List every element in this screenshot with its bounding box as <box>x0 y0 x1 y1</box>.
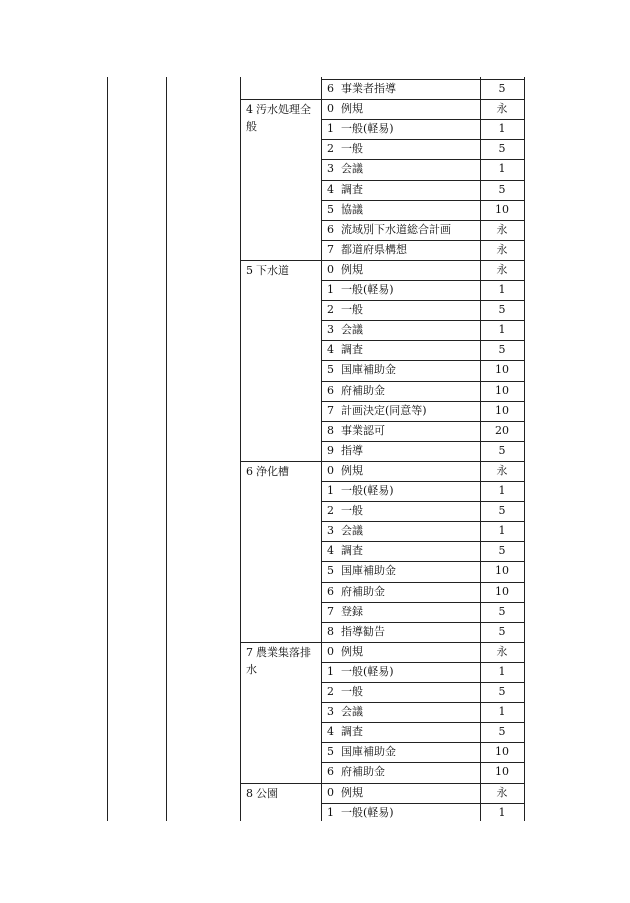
retention-period: 1 <box>498 524 506 538</box>
item-name: 計画決定(同意等) <box>341 403 427 417</box>
item-name: 都道府県構想 <box>341 242 407 256</box>
table-row <box>327 806 394 820</box>
section-number: 6 <box>246 464 253 478</box>
table-row <box>327 183 363 197</box>
item-number: 4 <box>327 182 334 196</box>
table-row-rule <box>321 682 524 683</box>
item-name: 一般 <box>341 504 363 518</box>
retention-period: 5 <box>498 544 506 558</box>
item-number: 1 <box>327 283 334 296</box>
table-row-rule <box>240 99 524 100</box>
item-number: 6 <box>327 82 334 95</box>
table-row <box>327 645 363 659</box>
table-row-rule <box>321 501 524 502</box>
table-row <box>327 424 385 438</box>
table-row <box>327 363 396 377</box>
table-row-rule <box>321 481 524 482</box>
retention-period: 5 <box>498 504 506 518</box>
item-number: 8 <box>327 624 334 638</box>
section-name: 下水道 <box>256 263 289 277</box>
retention-period: 1 <box>498 323 506 337</box>
item-name: 府補助金 <box>341 765 385 779</box>
item-number: 2 <box>327 303 334 317</box>
retention-period: 5 <box>498 182 506 196</box>
table-row <box>327 605 363 619</box>
table-row <box>327 122 394 136</box>
table-row <box>327 685 363 699</box>
item-name: 調査 <box>341 343 363 357</box>
retention-period: 20 <box>495 423 509 437</box>
section-label <box>246 101 318 135</box>
item-name: 例規 <box>341 644 363 658</box>
table-row <box>327 625 385 639</box>
item-number: 2 <box>327 504 334 518</box>
item-number: 2 <box>327 685 334 698</box>
item-number: 4 <box>327 544 334 558</box>
item-name: 調査 <box>341 182 363 196</box>
item-name: 事業認可 <box>341 423 385 437</box>
item-number: 6 <box>327 765 334 779</box>
table-row <box>327 404 427 418</box>
table-row-rule <box>321 360 524 361</box>
item-number: 5 <box>327 745 334 759</box>
item-name: 協議 <box>341 202 363 216</box>
item-number: 1 <box>327 122 334 136</box>
table-row-rule <box>321 742 524 743</box>
table-row-rule <box>321 220 524 221</box>
retention-period: 1 <box>498 283 506 296</box>
item-number: 6 <box>327 584 334 598</box>
section-label <box>246 463 318 480</box>
item-name: 一般 <box>341 142 363 156</box>
retention-period: 1 <box>498 484 506 497</box>
retention-period: 永 <box>496 102 508 116</box>
retention-period: 10 <box>495 564 509 578</box>
table-row <box>327 464 363 478</box>
item-number: 7 <box>327 242 334 256</box>
retention-period: 1 <box>498 162 506 176</box>
section-number: 7 <box>246 645 253 659</box>
table-row-rule <box>321 561 524 562</box>
item-number: 0 <box>327 644 334 658</box>
table-row <box>327 544 363 558</box>
table-row <box>327 82 396 96</box>
table-row-rule <box>321 340 524 341</box>
item-name: 流域別下水道総合計画 <box>341 222 451 236</box>
item-number: 7 <box>327 403 334 417</box>
table-row-rule <box>321 722 524 723</box>
item-name: 国庫補助金 <box>341 363 396 377</box>
item-name: 会議 <box>341 162 363 176</box>
table-row-rule <box>240 260 524 261</box>
section-number: 5 <box>246 263 253 277</box>
item-name: 会議 <box>341 705 363 719</box>
table-row <box>327 585 385 599</box>
item-number: 1 <box>327 484 334 497</box>
item-name: 調査 <box>341 725 363 739</box>
table-row <box>327 243 407 257</box>
table-row-rule <box>321 119 524 120</box>
table-row <box>327 142 363 156</box>
table-row-rule <box>321 381 524 382</box>
item-name: 例規 <box>341 463 363 477</box>
table-row-rule <box>321 320 524 321</box>
item-number: 4 <box>327 343 334 357</box>
retention-period: 永 <box>496 242 508 256</box>
item-name: 調査 <box>341 544 363 558</box>
table-row-rule <box>321 79 524 80</box>
table-row-rule <box>321 401 524 402</box>
table-column-rule <box>321 77 322 821</box>
section-name: 浄化槽 <box>256 464 289 478</box>
item-number: 8 <box>327 423 334 437</box>
table-row-rule <box>321 200 524 201</box>
retention-period: 5 <box>498 142 506 156</box>
retention-period: 5 <box>498 443 506 457</box>
item-name: 事業者指導 <box>341 82 396 95</box>
item-name: 一般(軽易) <box>341 122 394 136</box>
retention-period: 10 <box>495 403 509 417</box>
table-row <box>327 484 394 498</box>
item-name: 国庫補助金 <box>341 564 396 578</box>
table-row <box>327 444 363 458</box>
table-row <box>327 786 363 800</box>
retention-period: 10 <box>495 202 509 216</box>
table-row <box>327 323 363 337</box>
table-row <box>327 223 451 237</box>
item-number: 3 <box>327 705 334 719</box>
item-number: 3 <box>327 524 334 538</box>
retention-period: 5 <box>498 82 506 95</box>
retention-period: 永 <box>496 222 508 236</box>
retention-period: 5 <box>498 303 506 317</box>
section-label <box>246 262 318 279</box>
retention-period: 10 <box>495 363 509 377</box>
table-row <box>327 303 363 317</box>
table-row <box>327 263 363 277</box>
section-name: 公園 <box>256 786 278 800</box>
retention-period: 5 <box>498 725 506 739</box>
item-name: 府補助金 <box>341 383 385 397</box>
item-number: 0 <box>327 102 334 116</box>
item-number: 3 <box>327 162 334 176</box>
item-name: 一般(軽易) <box>341 664 394 678</box>
item-name: 指導 <box>341 443 363 457</box>
table-column-rule <box>240 77 241 821</box>
item-name: 一般(軽易) <box>341 283 394 296</box>
item-number: 5 <box>327 564 334 578</box>
table-row-rule <box>321 421 524 422</box>
table-column-rule <box>524 77 525 821</box>
retention-period: 永 <box>496 463 508 477</box>
item-number: 0 <box>327 785 334 799</box>
table-row <box>327 665 394 679</box>
retention-period: 10 <box>495 745 509 759</box>
item-number: 4 <box>327 725 334 739</box>
table-row-rule <box>321 139 524 140</box>
retention-period: 永 <box>496 644 508 658</box>
section-label <box>246 785 318 802</box>
table-row <box>327 343 363 357</box>
table-row-rule <box>240 461 524 462</box>
retention-period: 10 <box>495 584 509 598</box>
table-row-rule <box>321 803 524 804</box>
table-row <box>327 504 363 518</box>
table-row <box>327 765 385 779</box>
table-row <box>327 564 396 578</box>
retention-period: 5 <box>498 685 506 698</box>
retention-period: 10 <box>495 765 509 779</box>
item-name: 府補助金 <box>341 584 385 598</box>
retention-period: 1 <box>498 705 506 719</box>
item-name: 一般(軽易) <box>341 484 394 497</box>
item-number: 6 <box>327 383 334 397</box>
item-name: 例規 <box>341 102 363 116</box>
table-row-rule <box>321 662 524 663</box>
item-number: 1 <box>327 805 334 819</box>
table-row-rule <box>321 240 524 241</box>
retention-period: 1 <box>498 664 506 678</box>
item-number: 6 <box>327 222 334 236</box>
section-name: 農業集落排水 <box>246 645 311 676</box>
item-name: 一般 <box>341 303 363 317</box>
table-row-rule <box>321 702 524 703</box>
table-column-rule <box>166 77 167 821</box>
section-number: 8 <box>246 786 253 800</box>
retention-period: 1 <box>498 122 506 136</box>
table-row-rule <box>321 521 524 522</box>
item-number: 0 <box>327 463 334 477</box>
retention-period: 永 <box>496 262 508 276</box>
item-name: 例規 <box>341 785 363 799</box>
item-number: 5 <box>327 202 334 216</box>
retention-period: 1 <box>498 805 506 819</box>
item-name: 例規 <box>341 262 363 276</box>
retention-period: 永 <box>496 785 508 799</box>
section-label <box>246 644 318 678</box>
table-row <box>327 384 385 398</box>
table-row <box>327 102 363 116</box>
table-row-rule <box>321 541 524 542</box>
item-name: 登録 <box>341 604 363 618</box>
table-row <box>327 745 396 759</box>
table-row-rule <box>321 762 524 763</box>
item-name: 会議 <box>341 524 363 538</box>
item-number: 1 <box>327 664 334 678</box>
table-row-rule <box>321 602 524 603</box>
item-number: 0 <box>327 262 334 276</box>
item-name: 一般(軽易) <box>341 805 394 819</box>
table-row-rule <box>321 180 524 181</box>
table-row-rule <box>321 300 524 301</box>
item-number: 7 <box>327 604 334 618</box>
table-column-rule <box>107 77 108 821</box>
table-row <box>327 203 363 217</box>
section-number: 4 <box>246 103 253 117</box>
retention-period: 10 <box>495 383 509 397</box>
table-row-rule <box>321 159 524 160</box>
table-row-rule <box>321 622 524 623</box>
table-row <box>327 283 394 297</box>
table-row <box>327 524 363 538</box>
item-number: 9 <box>327 443 334 457</box>
table-row <box>327 705 363 719</box>
table-row-rule <box>321 441 524 442</box>
section-name: 汚水処理全般 <box>246 103 311 134</box>
retention-period: 5 <box>498 343 506 357</box>
item-number: 2 <box>327 142 334 156</box>
item-number: 3 <box>327 323 334 337</box>
retention-period: 5 <box>498 624 506 638</box>
table-row-rule <box>321 582 524 583</box>
item-name: 指導勧告 <box>341 624 385 638</box>
table-row-rule <box>321 280 524 281</box>
table-row <box>327 162 363 176</box>
item-name: 国庫補助金 <box>341 745 396 759</box>
item-name: 会議 <box>341 323 363 337</box>
table-row <box>327 725 363 739</box>
retention-period: 5 <box>498 604 506 618</box>
item-name: 一般 <box>341 685 363 698</box>
item-number: 5 <box>327 363 334 377</box>
